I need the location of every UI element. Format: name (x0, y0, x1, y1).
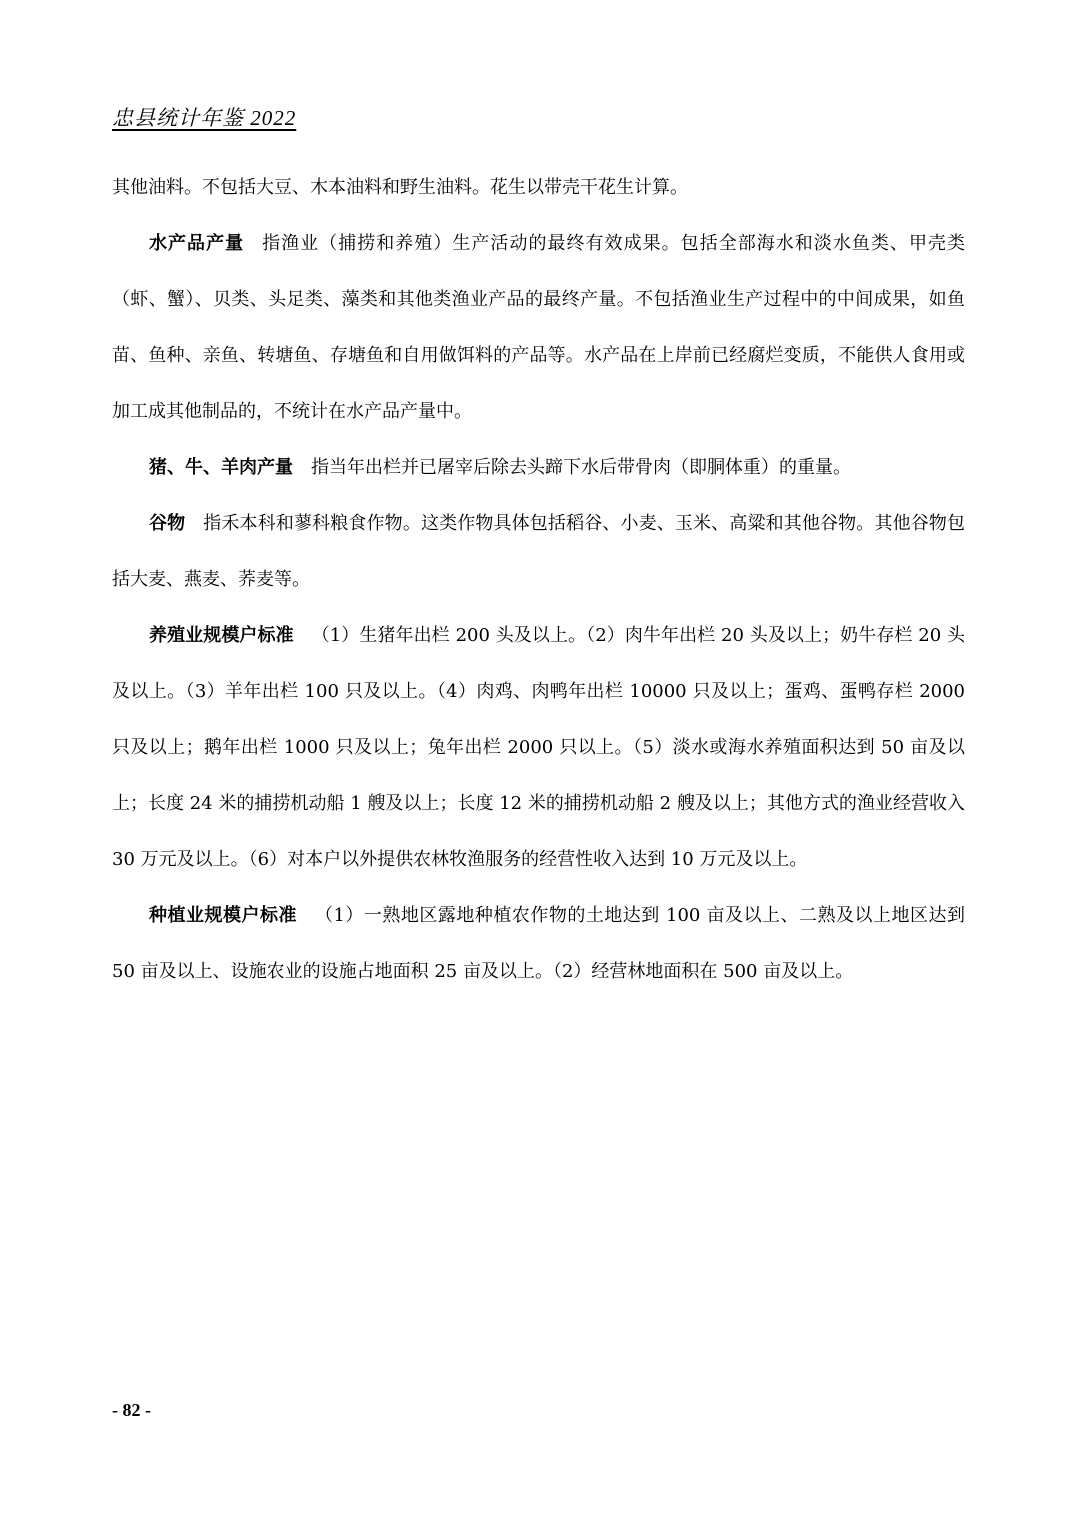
term-label: 谷物 (149, 513, 186, 534)
paragraph-livestock-scale-standard (112, 608, 965, 888)
paragraph-planting-scale-standard (112, 888, 965, 1000)
paragraph-text: 指禾本科和蓼科粮食作物。这类作物具体包括稻谷、小麦、玉米、高粱和其他谷物。其他谷物包括大麦、燕麦、荞麦等。 (112, 513, 965, 590)
paragraph-text: 其他油料。不包括大豆、木本油料和野生油料。花生以带壳干花生计算。 (112, 177, 688, 198)
paragraph-oilseed-continuation (112, 160, 965, 216)
page-header-title: 忠县统计年鉴 2022 (112, 106, 297, 130)
paragraph-text: 指渔业（捕捞和养殖）生产活动的最终有效成果。包括全部海水和淡水鱼类、甲壳类（虾、蟹）、贝类、头足类、藻类和其他类渔业产品的最终产量。不包括渔业生产过程中的中间成果，如鱼苗、鱼种、亲鱼、转塘鱼、存塘鱼和自用做饵料的产品等。水产品在上岸前已经腐烂变质，不能供人食用或加工成其他制品的，不统计在水产品产量中。 (112, 233, 965, 422)
paragraph-aquatic-products (112, 216, 965, 440)
paragraph-cereals (112, 496, 965, 608)
term-label: 养殖业规模户标准 (149, 625, 294, 646)
paragraph-meat-output (112, 440, 965, 496)
paragraph-text: （1）生猪年出栏 200 头及以上。（2）肉牛年出栏 20 头及以上；奶牛存栏 20 头及以上。（3）羊年出栏 100 只及以上。（4）肉鸡、肉鸭年出栏 10000 只及以上；蛋鸡、蛋鸭存栏 2000 只及以上；鹅年出栏 1000 只及以上；兔年出栏 2000 只以上。（5）淡水或海水养殖面积达到 50 亩及以上；长度 24 米的捕捞机动船 1 艘及以上；长度 12 米的捕捞机动船 2 艘及以上；其他方式的渔业经营收入 30 万元及以上。（6）对本户以外提供农林牧渔服务的经营性收入达到 10 万元及以上。 (112, 625, 965, 870)
paragraph-text: （1）一熟地区露地种植农作物的土地达到 100 亩及以上、二熟及以上地区达到 50 亩及以上、设施农业的设施占地面积 25 亩及以上。（2）经营林地面积在 500 亩及以上。 (112, 905, 965, 982)
term-label: 水产品产量 (149, 233, 245, 254)
page-number: - 82 - (112, 1400, 151, 1420)
paragraph-text: 指当年出栏并已屠宰后除去头蹄下水后带骨肉（即胴体重）的重量。 (311, 457, 851, 478)
body-text (112, 160, 965, 1000)
term-label: 猪、牛、羊肉产量 (149, 457, 293, 478)
term-label: 种植业规模户标准 (149, 905, 297, 926)
